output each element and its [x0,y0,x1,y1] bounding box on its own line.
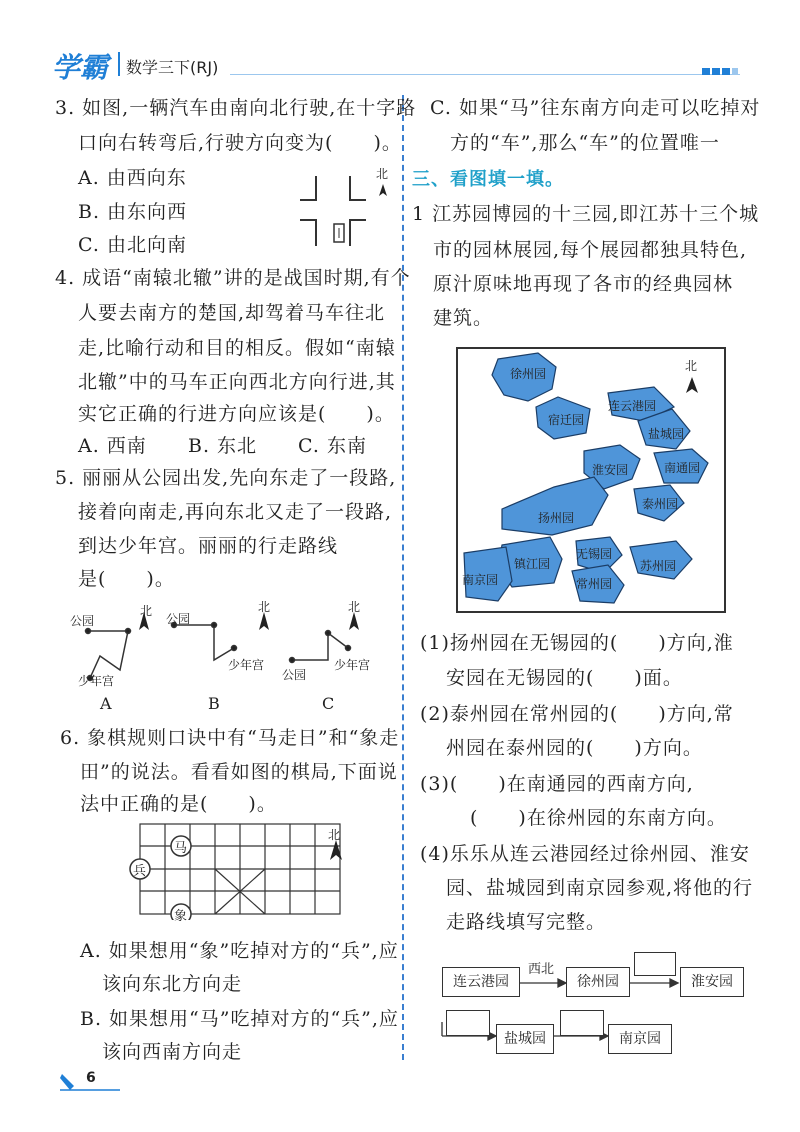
label-suzhou: 苏州园 [640,559,677,573]
q5b-north: 北 [258,600,271,614]
header-line [230,74,740,75]
logo: 学霸 [52,51,109,84]
sub1-line-1: (1)扬州园在无锡园的( )方向,淮 [420,632,734,654]
q6-option-c-1: C. 如果“马”往东南方向走可以吃掉对 [430,97,761,119]
yangzhou-shape [502,477,608,535]
horse-label: 马 [174,841,188,856]
q5-line-3: 到达少年宫。丽丽的行走路线 [78,535,339,557]
q4-line-3: 走,比喻行动和目的相反。假如“南辕 [78,337,396,359]
page-number: 6 [86,1070,96,1086]
label-taizhou: 泰州园 [642,497,679,511]
header-dots [702,60,738,79]
q3-option-c: C. 由北向南 [78,234,187,256]
q4-option-c: C. 东南 [298,435,367,457]
q5-choice-a: A [100,694,113,713]
label-huaian: 淮安园 [592,463,629,477]
sub3-line-2: ( )在徐州园的东南方向。 [470,807,727,829]
r-q1-line-1: 1 江苏园博园的十三园,即江苏十三个城 [412,203,760,225]
sub2-line-2: 州园在泰州园的( )方向。 [446,737,703,759]
soldier-label: 兵 [133,864,147,879]
label-suqian: 宿迁园 [548,413,585,427]
q3-north-label: 北 [376,167,389,181]
route-yancheng-box: 盐城园 [496,1024,554,1054]
label-lianyungang: 连云港园 [608,399,657,413]
q5b-palace: 少年宫 [228,658,265,672]
q5c-north: 北 [348,600,361,614]
q5c-park: 公园 [282,668,307,682]
q3-option-b: B. 由东向西 [78,201,188,223]
book-title: 数学三下(RJ) [126,58,219,77]
label-yancheng: 盐城园 [648,427,685,441]
q6-north: 北 [328,828,341,842]
elephant-label: 象 [174,909,188,924]
q6-line-1: 6. 象棋规则口诀中有“马走日”和“象走 [60,727,400,749]
garden-map [456,347,726,613]
route-blank-3[interactable] [560,1010,604,1036]
q4-option-a: A. 西南 [78,435,147,457]
column-divider [402,95,404,1060]
route-xuzhou-box: 徐州园 [566,967,630,997]
q6-line-2: 田”的说法。看看如图的棋局,下面说 [80,761,398,783]
sub2-line-1: (2)泰州园在常州园的( )方向,常 [420,703,734,725]
q3-line-1: 3. 如图,一辆汽车由南向北行驶,在十字路 [55,97,417,119]
north-arrow-icon [379,184,387,196]
label-wuxi: 无锡园 [576,547,613,561]
q5-line-4: 是( )。 [78,568,175,590]
route-blank-1[interactable] [634,952,676,976]
label-xuzhou: 徐州园 [510,367,547,381]
q5a-park: 公园 [70,614,95,628]
q5-line-2: 接着向南走,再向东北又走了一段路, [78,501,393,523]
label-zhenjiang: 镇江园 [514,557,551,571]
r-q1-line-2: 市的园林展园,每个展园都独具特色, [433,239,748,261]
label-changzhou: 常州园 [576,577,613,591]
q6-option-c-2: 方的“车”,那么“车”的位置唯一 [450,132,720,154]
q4-line-5: 实它正确的行进方向应该是( )。 [78,403,395,425]
q6-line-3: 法中正确的是( )。 [80,793,277,815]
header-divider [118,52,120,76]
q5c-palace: 少年宫 [334,658,371,672]
q6-option-a-2: 该向东北方向走 [102,973,243,995]
label-yangzhou: 扬州园 [538,511,575,525]
q5a-palace: 少年宫 [78,674,115,688]
sub4-line-1: (4)乐乐从连云港园经过徐州园、淮安 [420,843,750,865]
q5a-north: 北 [140,604,153,618]
q4-line-2: 人要去南方的楚国,却驾着马车往北 [78,302,386,324]
sub3-line-1: (3)( )在南通园的西南方向, [420,773,694,795]
q6-option-b-2: 该向西南方向走 [102,1041,243,1063]
q4-line-1: 4. 成语“南辕北辙”讲的是战国时期,有个 [55,267,411,289]
chessboard-figure [128,820,348,920]
route-blank-2[interactable] [446,1010,490,1036]
q5-choice-b: B [208,694,221,713]
q6-option-b-1: B. 如果想用“马”吃掉对方的“兵”,应 [80,1008,399,1030]
sub4-line-3: 走路线填写完整。 [446,911,607,933]
label-nantong: 南通园 [664,461,701,475]
q4-option-b: B. 东北 [188,435,258,457]
sub4-line-2: 园、盐城园到南京园参观,将他的行 [446,877,754,899]
label-nanjing: 南京园 [462,573,499,587]
q5-choice-c: C [322,694,336,713]
sub1-line-2: 安园在无锡园的( )面。 [446,667,683,689]
q4-line-4: 北辙”中的马车正向西北方向行进,其 [78,371,396,393]
route-huaian-box: 淮安园 [680,967,744,997]
route-start-box: 连云港园 [442,967,520,997]
section-heading: 三、看图填一填。 [412,169,564,190]
r-q1-line-4: 建筑。 [433,307,494,329]
q5-line-1: 5. 丽丽从公园出发,先向东走了一段路, [55,467,397,489]
route-nanjing-box: 南京园 [608,1024,672,1054]
route-direction-label: 西北 [528,962,555,977]
map-north: 北 [685,359,698,373]
q3-line-2: 口向右转弯后,行驶方向变为( )。 [78,132,402,154]
q5b-park: 公园 [166,612,191,626]
r-q1-line-3: 原汁原味地再现了各市的经典园林 [433,273,734,295]
q3-option-a: A. 由西向东 [78,167,187,189]
q6-option-a-1: A. 如果想用“象”吃掉对方的“兵”,应 [80,940,399,962]
north-arrow-icon [686,377,698,393]
